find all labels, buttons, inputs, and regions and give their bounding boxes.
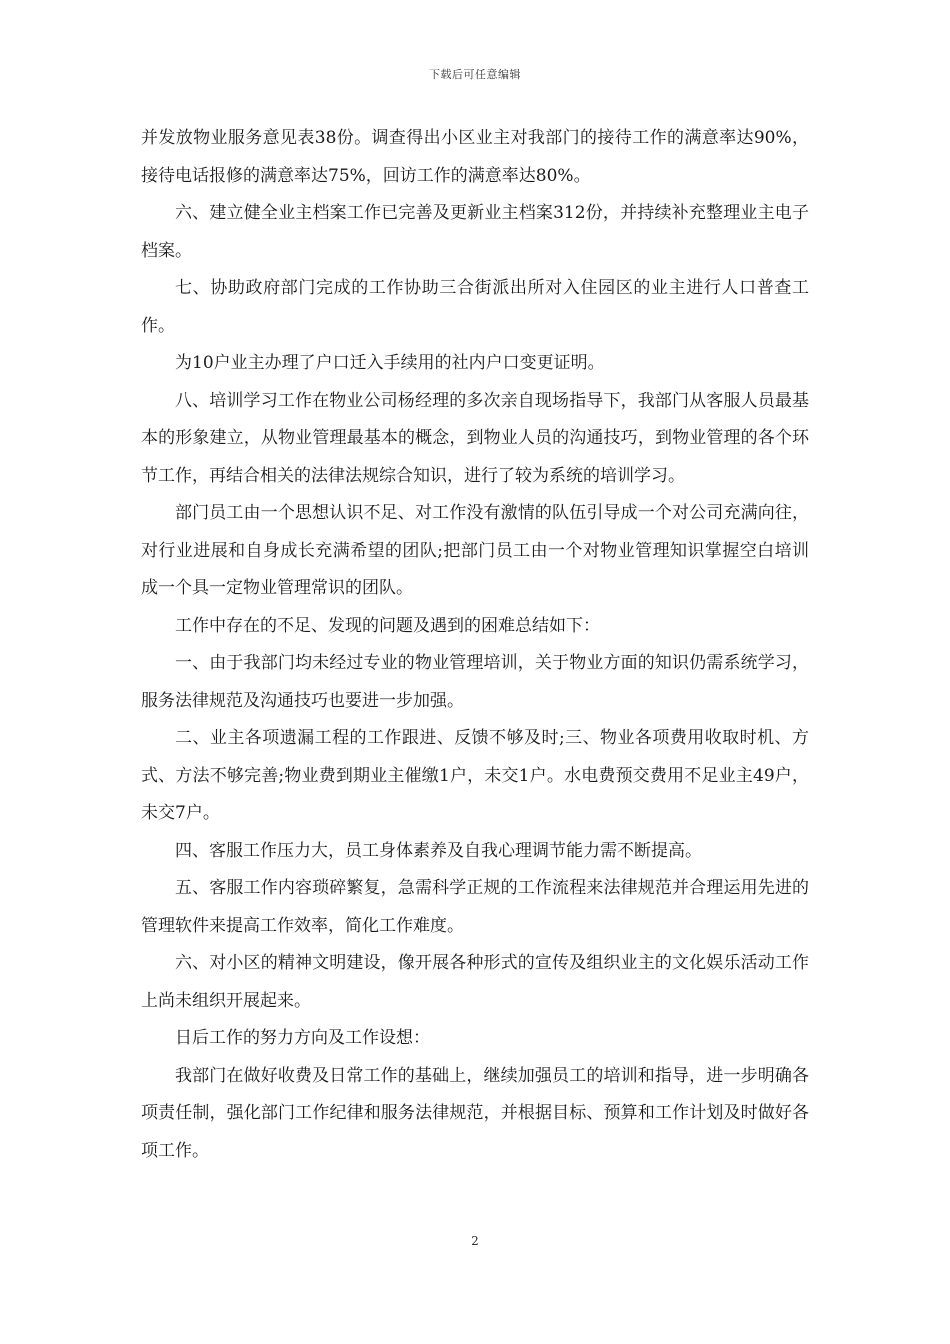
paragraph: 部门员工由一个思想认识不足、对工作没有激情的队伍引导成一个对公司充满向往，对行业进展和自身成长充满希望的团队;把部门员工由一个对物业管理知识掌握空白培训成一个具一定物业管理常识的团队。 <box>141 503 809 598</box>
paragraph: 并发放物业服务意见表38份。调查得出小区业主对我部门的接待工作的满意率达90%，接待电话报修的满意率达75%，回访工作的满意率达80%。 <box>141 128 809 186</box>
paragraph: 工作中存在的不足、发现的问题及遇到的困难总结如下： <box>175 615 600 636</box>
paragraph: 八、培训学习工作在物业公司杨经理的多次亲自现场指导下，我部门从客服人员最基本的形象建立，从物业管理最基本的概念，到物业人员的沟通技巧，到物业管理的各个环节工作，再结合相关的法律法规综合知识，进行了较为系统的培训学习。 <box>141 390 809 486</box>
paragraph: 日后工作的努力方向及工作设想： <box>175 1028 430 1048</box>
paragraph: 五、客服工作内容琐碎繁复，急需科学正规的工作流程来法律规范并合理运用先进的管理软件来提高工作效率，简化工作难度。 <box>141 878 809 936</box>
paragraph: 七、协助政府部门完成的工作协助三合街派出所对入住园区的业主进行人口普查工作。 <box>141 278 809 336</box>
page-number: 2 <box>471 1234 479 1248</box>
paragraph: 我部门在做好收费及日常工作的基础上，继续加强员工的培训和指导，进一步明确各项责任制，强化部门工作纪律和服务法律规范，并根据目标、预算和工作计划及时做好各项工作。 <box>141 1065 809 1161</box>
paragraph: 四、客服工作压力大，员工身体素养及自我心理调节能力需不断提高。 <box>175 840 702 861</box>
paragraph: 二、业主各项遗漏工程的工作跟进、反馈不够及时;三、物业各项费用收取时机、方式、方法不够完善;物业费到期业主催缴1户，未交1户。水电费预交费用不足业主49户，未交7户。 <box>141 728 809 823</box>
paragraph: 六、对小区的精神文明建设，像开展各种形式的宣传及组织业主的文化娱乐活动工作上尚未组织开展起来。 <box>141 953 809 1011</box>
document-body <box>141 120 809 1170</box>
page-header: 下载后可任意编辑 <box>429 68 521 81</box>
paragraph: 六、建立健全业主档案工作已完善及更新业主档案312份，并持续补充整理业主电子档案。 <box>141 203 809 261</box>
paragraph: 一、由于我部门均未经过专业的物业管理培训，关于物业方面的知识仍需系统学习，服务法律规范及沟通技巧也要进一步加强。 <box>141 653 809 711</box>
paragraph: 为10户业主办理了户口迁入手续用的社内户口变更证明。 <box>175 353 605 373</box>
